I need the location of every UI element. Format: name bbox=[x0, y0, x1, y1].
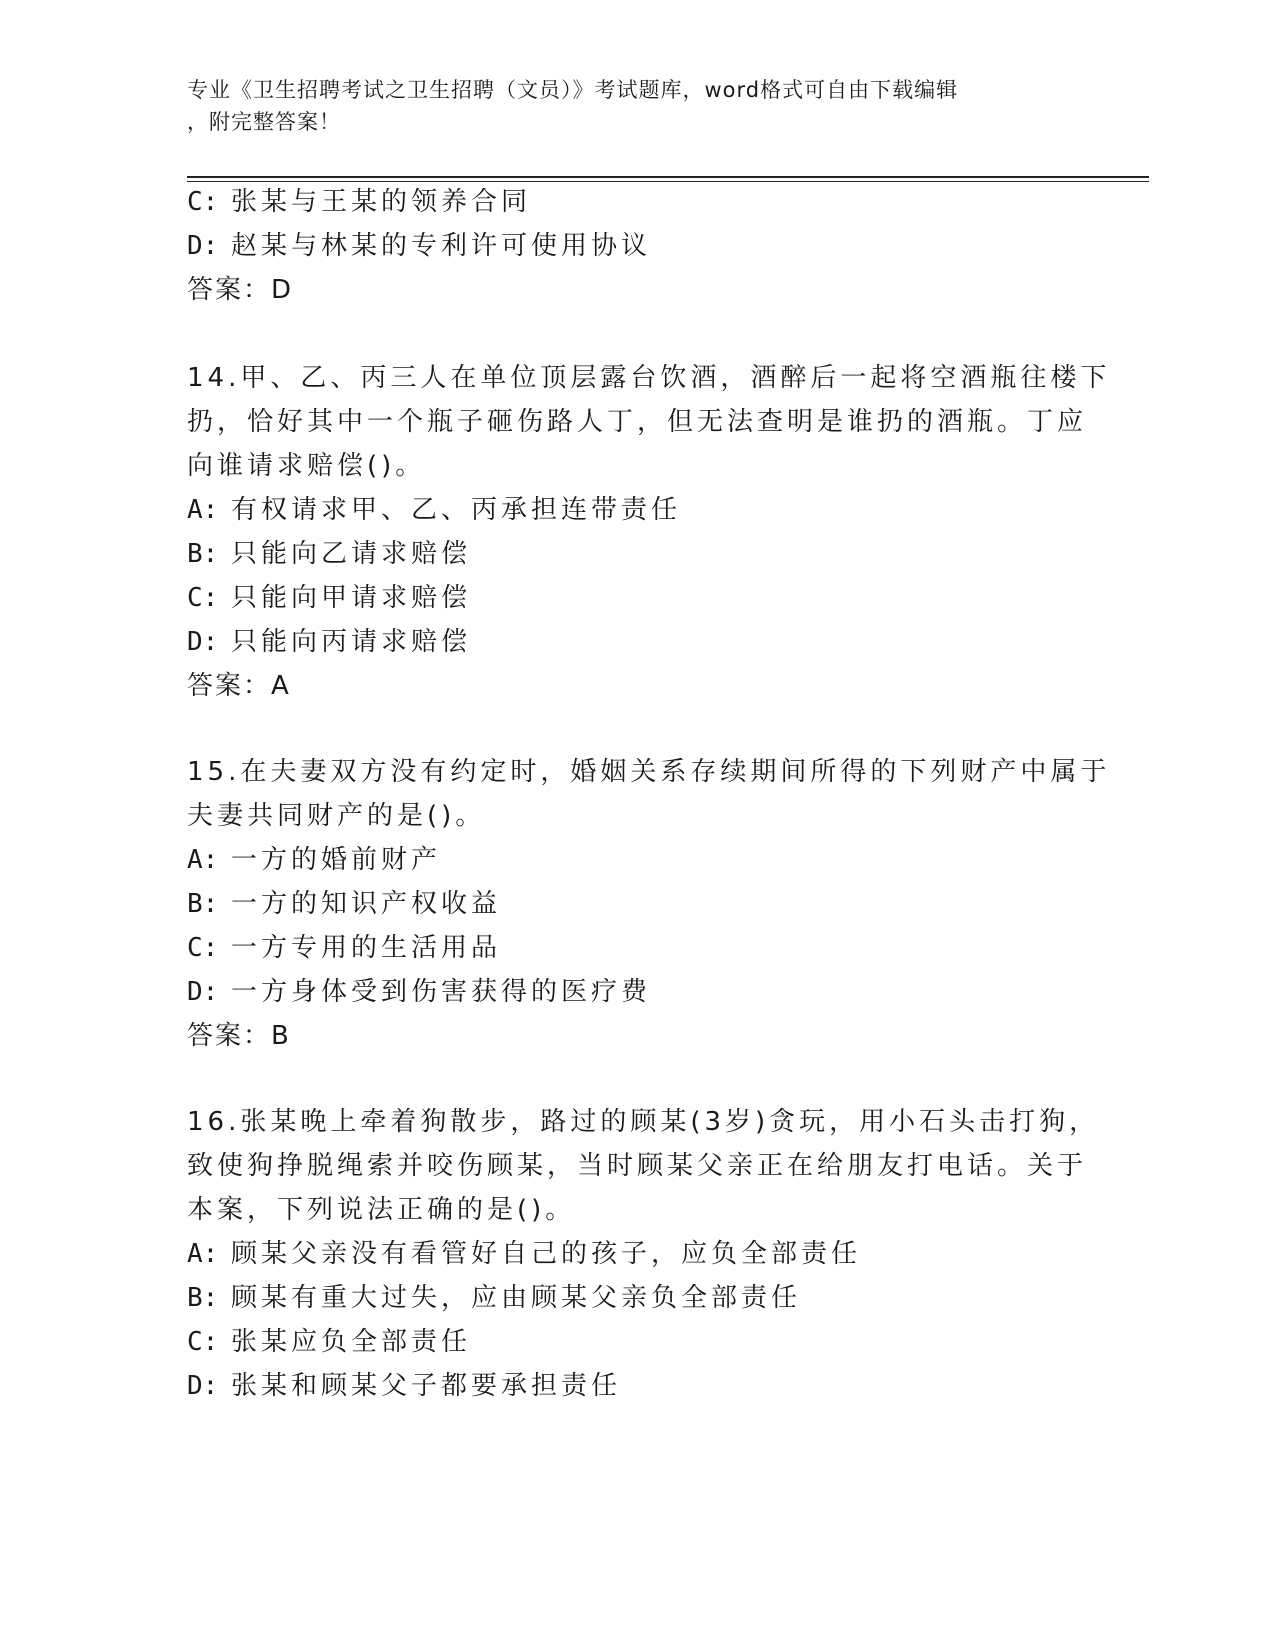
option-text: 只能向丙请求赔偿 bbox=[231, 627, 472, 657]
option-key: D: bbox=[187, 977, 219, 1007]
q16-stem-line-2: 致使狗挣脱绳索并咬伤顾某，当时顾某父亲正在给朋友打电话。关于 bbox=[187, 1151, 1088, 1181]
option-key: D: bbox=[187, 1371, 219, 1401]
option-key: A: bbox=[187, 1239, 219, 1269]
q14-answer: 答案：A bbox=[187, 671, 291, 701]
option-text: 顾某有重大过失，应由顾某父亲负全部责任 bbox=[231, 1283, 802, 1313]
option-key: D: bbox=[187, 627, 219, 657]
option-key: B: bbox=[187, 889, 219, 919]
option-text: 一方的婚前财产 bbox=[231, 845, 442, 875]
q15-option-d bbox=[187, 974, 651, 1010]
header-line-1: 专业《卫生招聘考试之卫生招聘（文员）》考试题库，word格式可自由下载编辑 bbox=[187, 78, 959, 102]
q16-option-a bbox=[187, 1236, 861, 1272]
header-line-2: ，附完整答案！ bbox=[187, 110, 341, 134]
option-text: 张某与王某的领养合同 bbox=[231, 187, 532, 217]
q15-stem-line-1: 15.在夫妻双方没有约定时，婚姻关系存续期间所得的下列财产中属于 bbox=[187, 757, 1111, 787]
option-key: C: bbox=[187, 1327, 219, 1357]
q13-answer: 答案：D bbox=[187, 275, 294, 305]
option-key: C: bbox=[187, 933, 219, 963]
q14-option-a bbox=[187, 492, 681, 528]
q14-stem-line-3: 向谁请求赔偿()。 bbox=[187, 451, 426, 481]
option-text: 一方专用的生活用品 bbox=[231, 933, 502, 963]
q14-option-d bbox=[187, 624, 471, 660]
option-text: 只能向乙请求赔偿 bbox=[231, 539, 472, 569]
option-key: C: bbox=[187, 583, 219, 613]
option-text: 张某和顾某父子都要承担责任 bbox=[231, 1371, 622, 1401]
q15-stem-line-2: 夫妻共同财产的是()。 bbox=[187, 801, 486, 831]
option-text: 赵某与林某的专利许可使用协议 bbox=[231, 231, 652, 261]
option-text: 只能向甲请求赔偿 bbox=[231, 583, 472, 613]
q16-option-d bbox=[187, 1368, 621, 1404]
option-key: B: bbox=[187, 539, 219, 569]
header-divider-thick bbox=[187, 176, 1149, 178]
q15-option-c bbox=[187, 930, 501, 966]
q14-stem-line-2: 扔，恰好其中一个瓶子砸伤路人丁，但无法查明是谁扔的酒瓶。丁应 bbox=[187, 407, 1088, 437]
q16-option-b bbox=[187, 1280, 801, 1316]
option-text: 一方的知识产权收益 bbox=[231, 889, 502, 919]
q15-answer: 答案：B bbox=[187, 1021, 291, 1051]
document-header bbox=[187, 74, 1087, 138]
q13-option-d bbox=[187, 228, 651, 264]
q16-stem-line-3: 本案，下列说法正确的是()。 bbox=[187, 1195, 576, 1225]
option-text: 张某应负全部责任 bbox=[231, 1327, 472, 1357]
q16-option-c bbox=[187, 1324, 471, 1360]
option-key: B: bbox=[187, 1283, 219, 1313]
option-text: 有权请求甲、乙、丙承担连带责任 bbox=[231, 495, 682, 525]
option-key: A: bbox=[187, 495, 219, 525]
option-key: A: bbox=[187, 845, 219, 875]
option-text: 顾某父亲没有看管好自己的孩子，应负全部责任 bbox=[231, 1239, 862, 1269]
q14-stem-line-1: 14.甲、乙、丙三人在单位顶层露台饮酒，酒醉后一起将空酒瓶往楼下 bbox=[187, 363, 1111, 393]
header-divider-thin bbox=[187, 181, 1149, 182]
option-key: C: bbox=[187, 187, 219, 217]
option-text: 一方身体受到伤害获得的医疗费 bbox=[231, 977, 652, 1007]
q16-stem-line-1: 16.张某晚上牵着狗散步，路过的顾某(3岁)贪玩，用小石头击打狗， bbox=[187, 1107, 1100, 1137]
q14-option-b bbox=[187, 536, 471, 572]
q15-option-b bbox=[187, 886, 501, 922]
q14-option-c bbox=[187, 580, 471, 616]
option-key: D: bbox=[187, 231, 219, 261]
q15-option-a bbox=[187, 842, 441, 878]
q13-option-c bbox=[187, 184, 531, 220]
